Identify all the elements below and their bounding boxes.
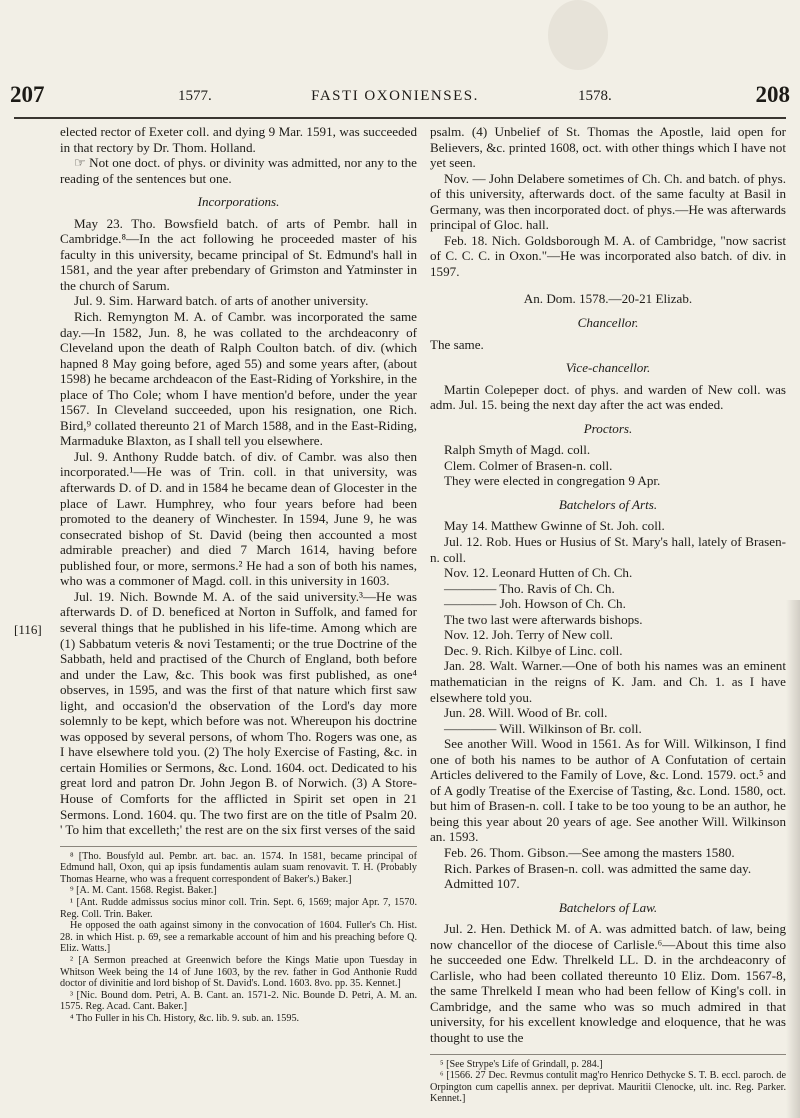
paragraph: May 14. Matthew Gwinne of St. Joh. coll. xyxy=(444,518,665,534)
page-edge-shadow xyxy=(786,600,800,1118)
paragraph: Feb. 26. Thom. Gibson.—See among the masters 1580. xyxy=(444,844,735,860)
page-number-right: 208 xyxy=(755,82,790,107)
footnotes-right xyxy=(430,1054,786,1105)
paragraph: ☞ Not one doct. of phys. or divinity was admitted, nor any to the reading of the sentences but one. xyxy=(60,155,417,186)
section-heading: Batchelors of Law. xyxy=(558,899,658,915)
footnote: ⁸ [Tho. Bousfyld aul. Pembr. art. bac. an. 1574. In 1581, became principal of Edmund hall, Oxon, qui ap ipsis fundamentis aulam suam renovavit. T. H. (Probably Thomas Hearne, who was a frequent correspondent of Baker's.) Baker.] xyxy=(60,850,417,885)
paragraph: Jul. 2. Hen. Dethick M. of A. was admitted batch. of law, being now chancellor of the diocese of Carlisle.⁶—About this time also he succeeded one Edw. Threlkeld LL. D. in the archdeaconry of Carlisle, who had been collated thereunto 10 Eliz. Dom. 1567-8, the same Threlkeld I mean who had been fellow of King's coll. in Cambridge, and the same who was so much admired in that university, for his excellent knowledge and eloquence, that he was thought to use the xyxy=(430,921,786,1045)
right-column xyxy=(430,124,786,1105)
paragraph: Jul. 9. Anthony Rudde batch. of div. of Cambr. was also then incorporated.¹—He was of Trin. coll. in that university, was afterwards D. of D. and in 1584 he became dean of Glocester in the place of Lawr. Humphrey, who four years before had been promoted to the deanery of Winchester. In 1594, June 9, he was consecrated bishop of St. David (being then accounted a most admirable preacher) and died 7 March 1614, having before published four, or more, sermons.² He had a son of both his names, who was a commoner of Magd. coll. in this university in 1603. xyxy=(60,448,417,589)
paragraph: Dec. 9. Rich. Kilbye of Linc. coll. xyxy=(444,642,623,658)
paragraph: Feb. 18. Nich. Goldsborough M. A. of Cambridge, "now sacrist of C. C. C. in Oxon."—He was incorporated also batch. of div. in 1597. xyxy=(430,232,786,279)
section-heading: Proctors. xyxy=(583,420,633,436)
footnote: ⁹ [A. M. Cant. 1568. Regist. Baker.] xyxy=(70,885,217,897)
section-heading: Chancellor. xyxy=(577,315,639,331)
section-heading: Vice-chancellor. xyxy=(565,360,651,376)
paragraph: Clem. Colmer of Brasen-n. coll. xyxy=(444,457,613,473)
footnotes-left xyxy=(60,846,417,1025)
paragraph: Ralph Smyth of Magd. coll. xyxy=(444,442,591,458)
section-heading: Incorporations. xyxy=(197,194,280,210)
left-column xyxy=(60,124,417,1025)
header-rule xyxy=(14,117,786,119)
paragraph: Jul. 12. Rob. Hues or Husius of St. Mary's hall, lately of Brasen-n. coll. xyxy=(430,534,786,565)
paragraph: Rich. Remyngton M. A. of Cambr. was incorporated the same day.—In 1582, Jun. 8, he was collated to the archdeaconry of Cleveland upon the death of Ralph Coulton batch. of div. (which hapned 8 May going before, aged 55) and some years after, (about 1598) he became archdeacon of the East-Riding of Yorkshire, in the place of Tho Cole; whom I have mention'd before, under the year 1567. In Cleveland succeeded, upon his resignation, one Rich. Bird,⁹ collated thereunto 21 of March 1588, and in the East-Riding, Marmaduke Blaxton, as I shall tell you elsewhere. xyxy=(60,309,417,449)
running-title: FASTI OXONIENSES. xyxy=(311,88,479,104)
margin-note: [116] xyxy=(14,622,42,637)
paragraph: elected rector of Exeter coll. and dying 9 Mar. 1591, was succeeded in that rectory by Dr. Thom. Holland. xyxy=(60,124,417,155)
footnote: ³ [Nic. Bound dom. Petri, A. B. Cant. an. 1571-2. Nic. Bounde D. Petri, A. M. an. 1575. Reg. Acad. Cant. Baker.] xyxy=(60,989,417,1013)
section-heading: Batchelors of Arts. xyxy=(558,496,658,512)
paragraph: Jul. 9. Sim. Harward batch. of arts of another university. xyxy=(74,293,369,309)
paragraph: Nov. 12. Joh. Terry of New coll. xyxy=(444,627,613,643)
footnote: ¹ [Ant. Rudde admissus socius minor coll. Trin. Sept. 6, 1569; major Apr. 7, 1570. Reg. Coll. Trin. Baker. xyxy=(60,896,417,920)
paragraph: May 23. Tho. Bowsfield batch. of arts of Pembr. hall in Cambridge.⁸—In the act following he proceeded master of his faculty in this university, became principal of St. Edmund's hall in 1581, and the year after prebendary of Grimston and Yatminster in the church of Sarum. xyxy=(60,215,417,293)
paragraph: Martin Colepeper doct. of phys. and warden of New coll. was adm. Jul. 15. being the next day after the act was ended. xyxy=(430,381,786,413)
paragraph: See another Will. Wood in 1561. As for Will. Wilkinson, I find one of both his names to be author of A Confutation of certain Articles delivered to the Family of Love, &c. Lond. 1579. oct.⁵ and of A godly Treatise of the Exercise of Tasting, &c. Lond. 1580, oct. but him of Brasen-n. coll. I take to be too young to be an author, he being this year about 20 years of age. See another Will. Wilkinson an. 1593. xyxy=(430,736,786,845)
paragraph: Rich. Parkes of Brasen-n. coll. was admitted the same day. xyxy=(444,860,752,876)
paragraph: Admitted 107. xyxy=(444,876,520,892)
paragraph: The two last were afterwards bishops. xyxy=(444,611,643,627)
paper-stain xyxy=(548,0,608,70)
paragraph: Nov. — John Delabere sometimes of Ch. Ch. and batch. of phys. of this university, afterwards doct. of the same faculty at Basil in Germany, was then incorporated doct. of phys.—He was afterwards principal of Gloc. hall. xyxy=(430,170,786,233)
year-left: 1577. xyxy=(178,88,212,104)
year-heading: An. Dom. 1578.—20-21 Elizab. xyxy=(523,291,693,307)
paragraph: The same. xyxy=(430,336,484,352)
paragraph: ———— Will. Wilkinson of Br. coll. xyxy=(444,720,642,736)
paragraph: Nov. 12. Leonard Hutten of Ch. Ch. xyxy=(444,565,633,581)
paragraph: Jul. 19. Nich. Bownde M. A. of the said university.³—He was afterwards D. of D. beneficed at Norton in Suffolk, and famed for several things that he published in his life-time. Among which are (1) Sabbatum veteris & novi Testamenti; or the true Doctrine of the Sabbath, held and practised of the Church of England, both before and under the Law, &c. This book was first published, as one⁴ observes, in 1595, and was the first of that nature which first saw light, and occasion'd the observation of the Lord's day more solemnly to be kept, which before was not. Whereupon his doctrine was opposed by several persons, of whom Tho. Rogers was one, as I have elsewhere told you. (2) The holy Exercise of Fasting, &c. in certain Homilies or Sermons, &c. Lond. 1604. oct. Dedicated to his great lord and patron Dr. John Jegon B. of Norwich. (3) A Store-House of Comforts for the afflicted in Spirit set open in 21 Sermons. Lond. 1604. qu. The two first are on the title of Psalm 20. ' To him that excelleth;' the rest are on the six first verses of the said xyxy=(60,588,417,838)
footnote: He opposed the oath against simony in the convocation of 1604. Fuller's Ch. Hist. 28. in which Hist. p. 69, see a remarkable account of him and his preaching before Q. Eliz. Watts.] xyxy=(60,920,417,955)
footnote: ⁵ [See Strype's Life of Grindall, p. 284.] xyxy=(440,1058,603,1070)
footnote: ⁶ [1566. 27 Dec. Revmus contulit mag'ro Henrico Dethycke S. T. B. eccl. paroch. de Orpington cum capellis annex. per deprivat. Mauritii Clenocke, ult. inc. Reg. Parker. Kennet.] xyxy=(430,1070,786,1105)
paragraph: ———— Tho. Ravis of Ch. Ch. xyxy=(444,580,615,596)
paragraph: psalm. (4) Unbelief of St. Thomas the Apostle, laid open for Believers, &c. printed 1608, oct. with other things which I have not yet seen. xyxy=(430,124,786,171)
paragraph: They were elected in congregation 9 Apr. xyxy=(444,473,661,489)
page-number-left: 207 xyxy=(10,82,45,107)
footnote: ⁴ Tho Fuller in his Ch. History, &c. lib. 9. sub. an. 1595. xyxy=(70,1012,300,1024)
paragraph: ———— Joh. Howson of Ch. Ch. xyxy=(444,596,626,612)
year-right: 1578. xyxy=(578,88,612,104)
footnote: ² [A Sermon preached at Greenwich before the Kings Matie upon Tuesday in Whitson Week being the 14 of June 1603, by the rev. father in God Anthonie Rudd doctor of divinitie and lord bishop of St. David's. Lond. 1603. 8vo. pp. 35. Kennet.] xyxy=(60,954,417,990)
paragraph: Jun. 28. Will. Wood of Br. coll. xyxy=(444,705,608,721)
page-header xyxy=(0,0,800,120)
paragraph: Jan. 28. Walt. Warner.—One of both his names was an eminent mathematician in the reigns of K. Jam. and Ch. 1. as I have elsewhere told you. xyxy=(430,658,786,705)
